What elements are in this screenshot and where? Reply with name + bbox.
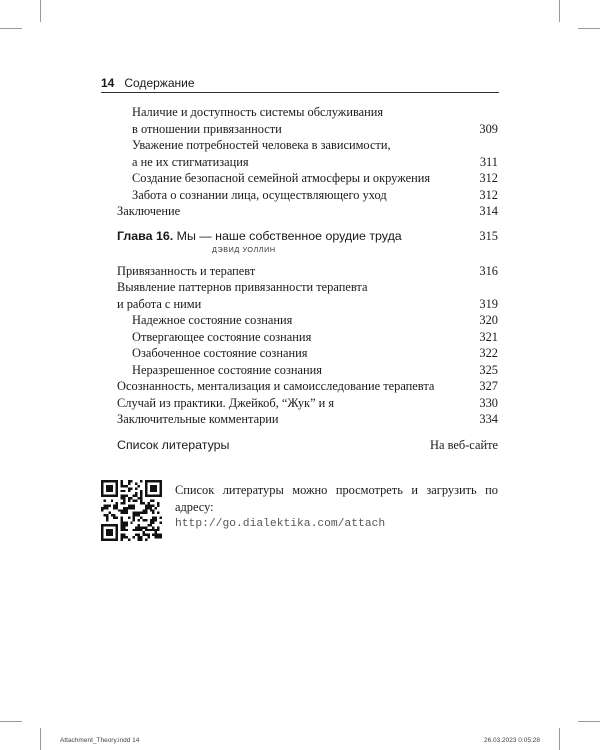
note-url[interactable]: http://go.dialektika.com/attach [175, 518, 386, 530]
toc-entry-line: Уважение потребностей человека в зависимости, [132, 138, 391, 152]
crop-mark [0, 28, 22, 29]
toc-entry-title [117, 104, 479, 137]
toc-entry-page: 312 [479, 171, 498, 185]
toc-entry-page: 309 [479, 121, 498, 136]
toc-entry-page: 334 [479, 412, 498, 426]
toc-entry-line: Случай из практики. Джейкоб, “Жук” и я [117, 395, 335, 410]
toc-entry-line: Заключение [117, 204, 181, 218]
toc-entry [117, 137, 498, 170]
toc-entry-page: 325 [479, 362, 498, 377]
chapter-label: Глава 16. [117, 228, 174, 243]
toc-entry-title [117, 411, 479, 428]
toc-entry-line: а не их стигматизация [132, 154, 249, 169]
qr-code-icon [101, 480, 162, 541]
toc-entry-title [117, 329, 479, 346]
chapter-heading [117, 229, 498, 254]
header-section-title: Содержание [124, 76, 195, 90]
toc-entry-line: Осознанность, ментализация и самоисследование терапевта [117, 379, 435, 393]
toc-entry-page: 312 [479, 187, 498, 202]
toc-entry-title [117, 362, 479, 379]
chapter-page: 315 [479, 228, 498, 243]
toc-entry [117, 187, 498, 204]
toc-entry [117, 378, 498, 395]
bibliography-page: На веб-сайте [430, 437, 498, 452]
toc-entry [117, 329, 498, 346]
toc-entry-line: Наличие и доступность системы обслуживания [132, 105, 384, 119]
toc-entry-line: Заключительные комментарии [117, 412, 279, 426]
toc-entry-page: 319 [479, 296, 498, 311]
bibliography-entry [117, 438, 498, 453]
toc-entry-title [117, 203, 479, 220]
toc-entry-line: в отношении привязанности [132, 121, 282, 136]
toc-entry-title [117, 279, 479, 312]
chapter-title [117, 229, 402, 254]
toc-entry-line: Забота о сознании лица, осуществляющего уход [132, 187, 387, 202]
toc-entry-line: Привязанность и терапевт [117, 263, 256, 278]
toc-entry-line: Озабоченное состояние сознания [132, 346, 308, 360]
toc-entry-title [117, 263, 479, 280]
chapter-name: Мы — наше собственное орудие труда [176, 228, 402, 243]
chapter-author: ДЭВИД УОЛЛИН [212, 244, 276, 254]
bibliography-title: Список литературы [117, 437, 230, 452]
toc-entry-line: и работа с ними [117, 296, 202, 311]
toc-entry-line: Отвергающее состояние сознания [132, 329, 312, 344]
toc-entry-line: Надежное состояние сознания [132, 313, 293, 327]
toc-entry-line: Неразрешенное состояние сознания [132, 362, 322, 377]
toc-entry-page: 322 [479, 346, 498, 360]
toc-entry-title [117, 170, 479, 187]
crop-mark [578, 28, 600, 29]
toc-entry [117, 362, 498, 379]
toc-entry-page: 311 [479, 154, 498, 169]
header-page-number: 14 [101, 76, 115, 90]
toc-entry [117, 395, 498, 412]
toc-entry-page: 314 [479, 204, 498, 218]
toc-entry-line: Выявление паттернов привязанности терапевта [117, 280, 368, 294]
toc-entry [117, 104, 498, 137]
note-text: Список литературы можно просмотреть и загрузить по адресу: [175, 483, 498, 514]
toc-entry-title [117, 378, 479, 395]
toc-entry-page: 327 [479, 379, 498, 393]
toc-group-top [117, 104, 498, 220]
toc-entry-page: 321 [479, 329, 498, 344]
toc-entry [117, 411, 498, 428]
toc-entry-line: Создание безопасной семейной атмосферы и окружения [132, 171, 431, 185]
running-header [101, 74, 499, 93]
crop-mark [559, 728, 560, 750]
bibliography-note [175, 482, 498, 533]
crop-mark [559, 0, 560, 22]
crop-mark [40, 728, 41, 750]
slug-file: Attachment_Theory.indd 14 [60, 737, 140, 744]
toc-entry [117, 345, 498, 362]
slug-date: 26.03.2023 0:05:28 [483, 737, 540, 744]
toc-entry-title [117, 395, 479, 412]
toc-group-bottom [117, 263, 498, 428]
toc-entry-title [117, 345, 479, 362]
crop-mark [40, 0, 41, 22]
crop-mark [578, 721, 600, 722]
table-of-contents [117, 104, 498, 453]
toc-entry [117, 312, 498, 329]
toc-entry [117, 263, 498, 280]
toc-entry [117, 203, 498, 220]
toc-entry-title [117, 137, 480, 170]
toc-entry-page: 320 [479, 313, 498, 327]
toc-entry [117, 279, 498, 312]
toc-entry-page: 316 [479, 263, 498, 278]
toc-entry [117, 170, 498, 187]
toc-entry-title [117, 312, 479, 329]
crop-mark [0, 721, 22, 722]
toc-entry-title [117, 187, 479, 204]
toc-entry-page: 330 [479, 395, 498, 410]
